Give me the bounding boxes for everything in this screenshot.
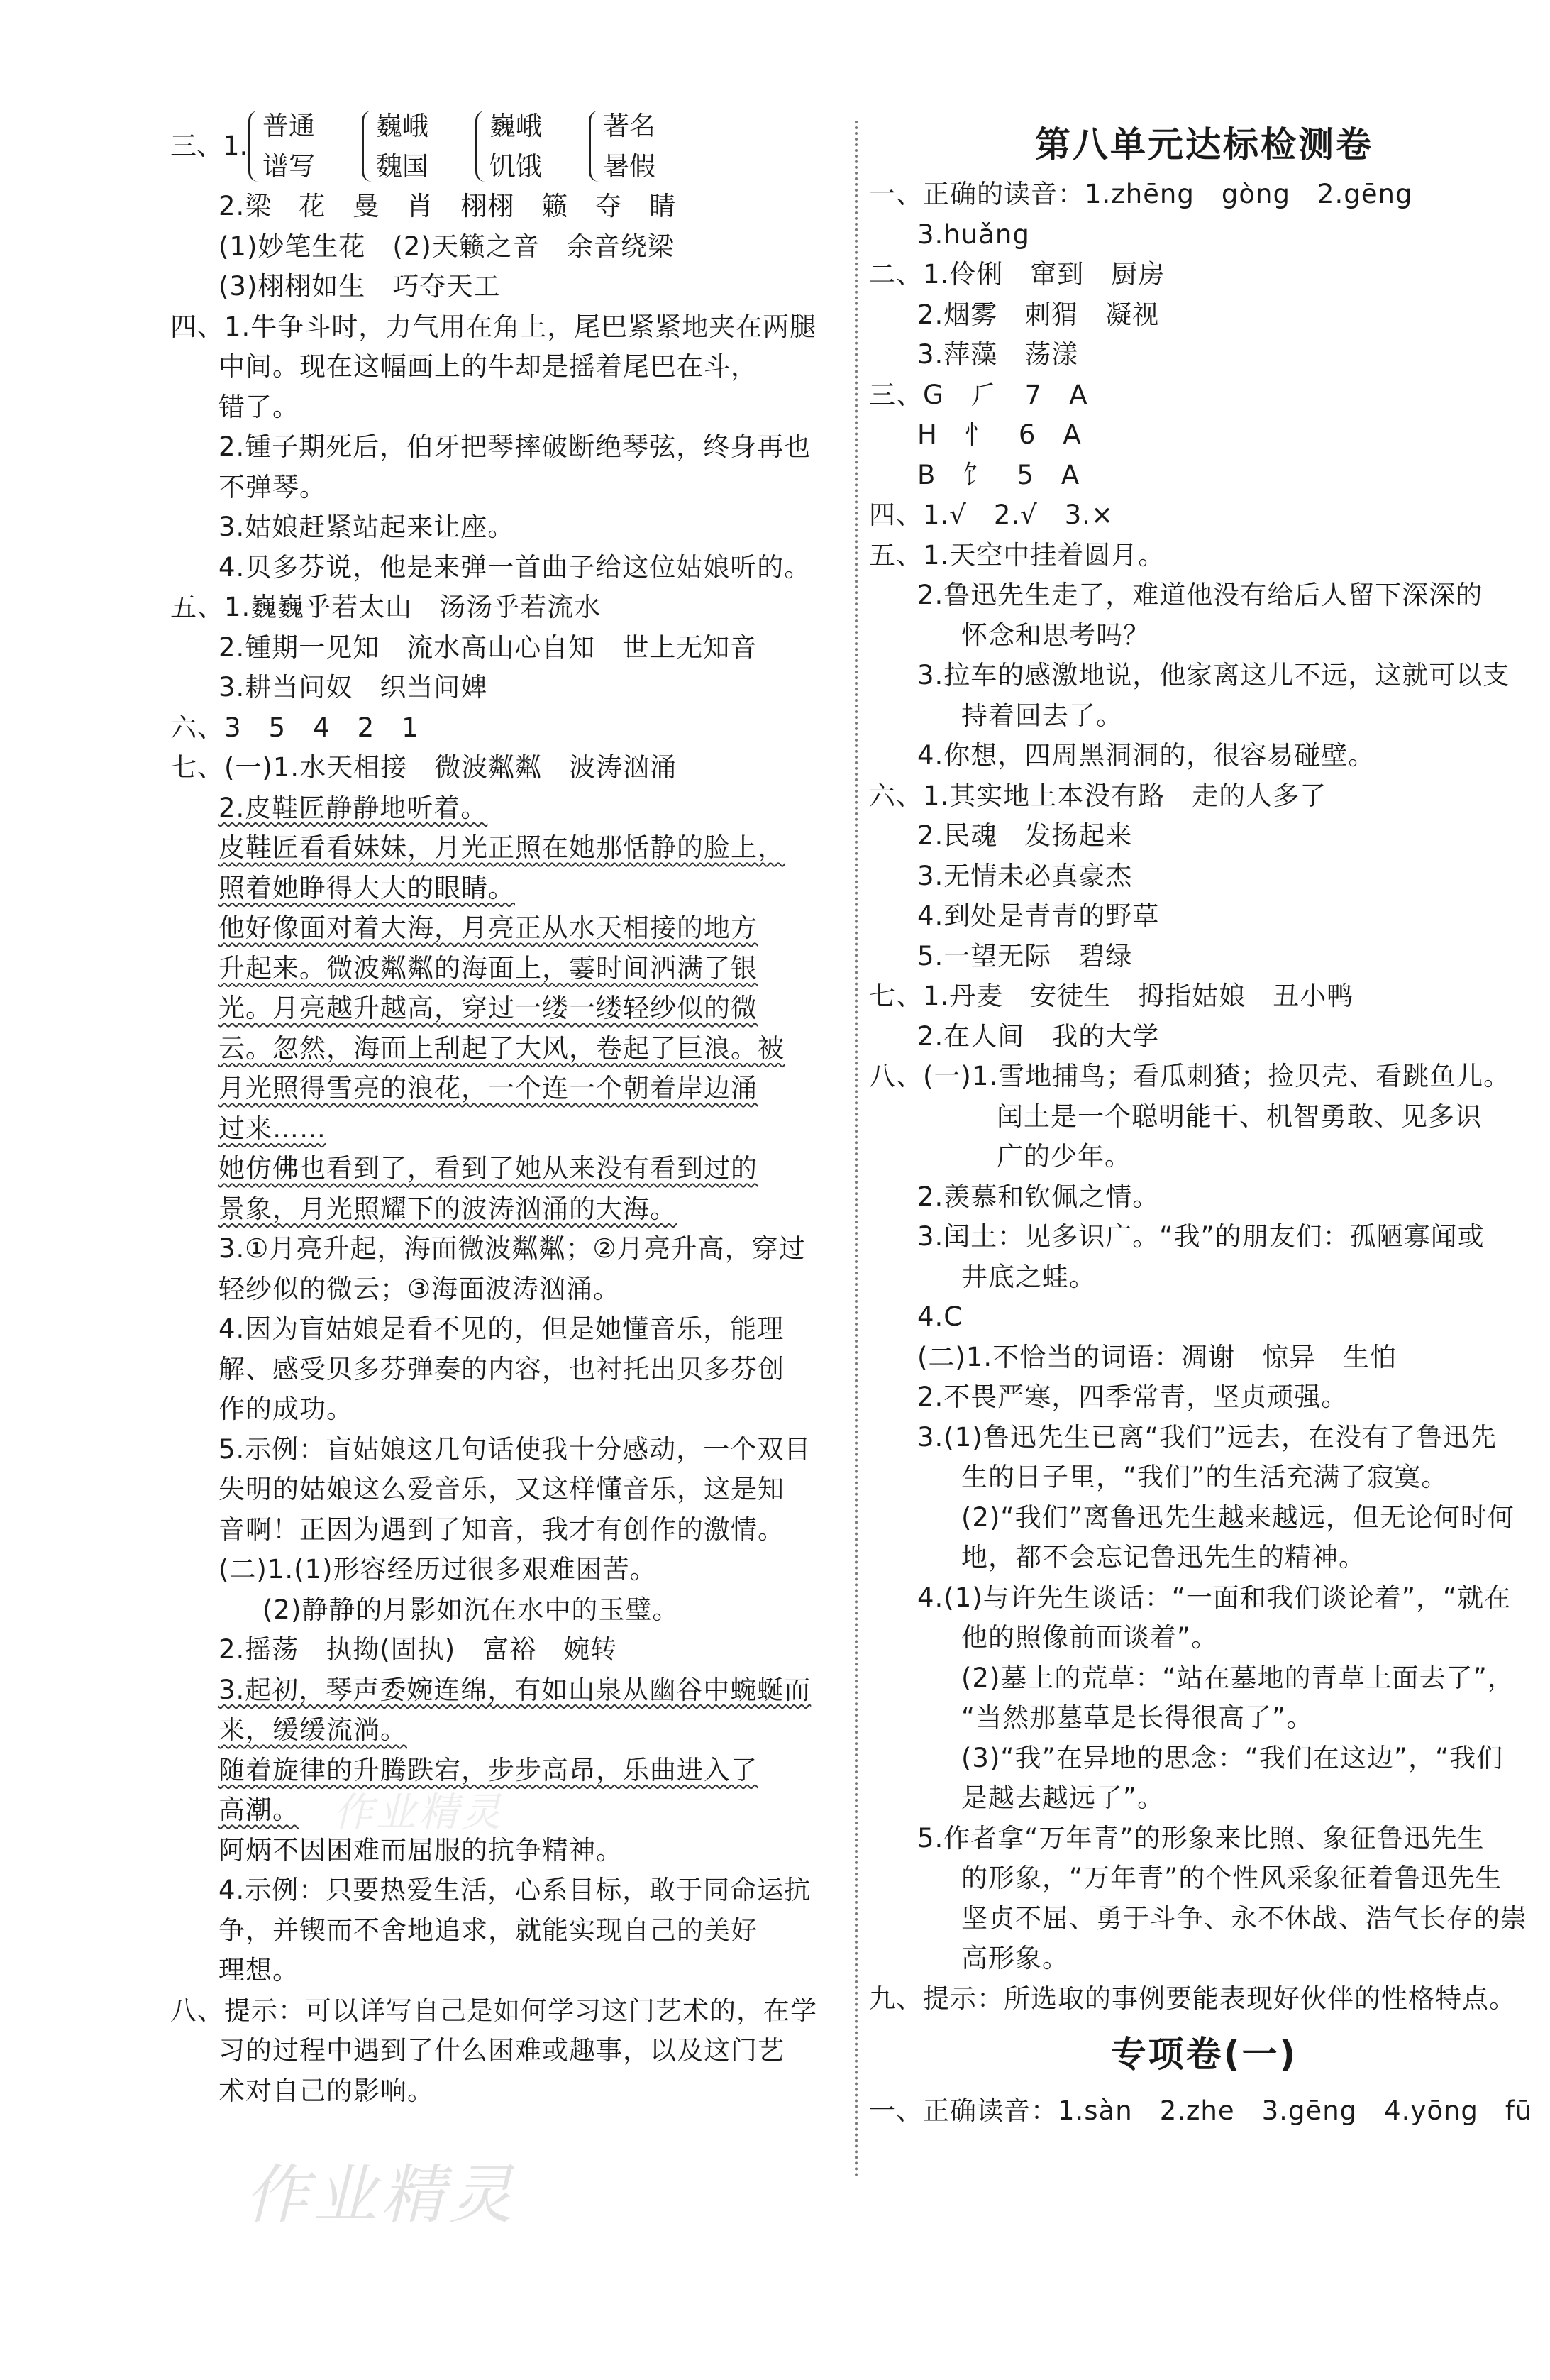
answer-line: (3)“我”在异地的思念：“我们在这边”，“我们 <box>961 1742 1504 1773</box>
answer-line: 她仿佛也看到了，看到了她从来没有看到过的 <box>218 1153 758 1184</box>
answer-line: 坚贞不屈、勇于斗争、永不休战、浩气长存的崇 <box>961 1902 1527 1934</box>
answer-line: 是越去越远了”。 <box>961 1783 1165 1813</box>
answer-line: 2.民魂 发扬起来 <box>917 820 1133 851</box>
section-title: 第八单元达标检测卷 <box>1035 124 1373 165</box>
answer-line: 六、1.其实地上本没有路 走的人多了 <box>869 780 1327 811</box>
answer-line: 4.(1)与许先生谈话：“一面和我们谈论着”，“就在 <box>917 1582 1512 1613</box>
answer-line: 2.鲁迅先生走了，难道他没有给后人留下深深的 <box>917 580 1483 610</box>
answer-line: 5.一望无际 碧绿 <box>917 940 1133 971</box>
answer-line: 来，缓缓流淌。 <box>218 1714 407 1745</box>
answer-line: 六、3 5 4 2 1 <box>170 712 419 743</box>
answer-line: 五、1.巍巍乎若太山 汤汤乎若流水 <box>170 592 602 622</box>
answer-line: 照着她睁得大大的眼睛。 <box>218 872 515 903</box>
answer-line: 生的日子里，“我们”的生活充满了寂寞。 <box>961 1462 1449 1492</box>
answer-line: 广的少年。 <box>997 1141 1131 1172</box>
answer-line: (2)墓上的荒草：“站在墓地的青草上面去了”， <box>961 1662 1515 1693</box>
watermark-logo: 作业精灵 <box>245 2158 517 2232</box>
answer-line: B 饣 5 A <box>917 459 1080 490</box>
answer-line: 四、1.牛争斗时，力气用在角上，尾巴紧紧地夹在两腿 <box>170 311 817 342</box>
answer-line: 升起来。微波粼粼的海面上，霎时间洒满了银 <box>218 952 758 984</box>
answer-line: 2.梁 花 曼 肖 栩栩 籁 夺 睛 <box>218 191 677 221</box>
word-pair: 普通 谱写 <box>262 111 315 182</box>
answer-line: 术对自己的影响。 <box>218 2075 434 2106</box>
answer-line: 五、1.天空中挂着圆月。 <box>869 539 1166 571</box>
answer-line: 随着旋律的升腾跌宕，步步高昂，乐曲进入了 <box>218 1754 758 1785</box>
answer-line: 闰土是一个聪明能干、机智勇敢、见多识 <box>997 1101 1482 1132</box>
answer-line: 过来…… <box>218 1113 326 1144</box>
answer-line: 皮鞋匠看看妹妹，月光正照在她那恬静的脸上， <box>218 832 785 863</box>
answer-line: 4.C <box>917 1301 963 1332</box>
answer-line: 一、正确读音：1.sàn 2.zhe 3.gēng 4.yōng fū <box>869 2095 1533 2126</box>
answer-line: 地，都不会忘记鲁迅先生的精神。 <box>961 1542 1366 1572</box>
watermark-logo: 作业精灵 <box>333 1790 504 1836</box>
answer-line: 的形象，“万年青”的个性风采象征着鲁迅先生 <box>961 1863 1502 1893</box>
answer-line: 光。月亮越升越高，穿过一缕一缕轻纱似的微 <box>218 993 758 1023</box>
answer-line: 3.拉车的感激地说，他家离这儿不远，这就可以支 <box>917 660 1510 690</box>
answer-line: 4.到处是青青的野草 <box>917 900 1160 931</box>
answer-line: (二)1.(1)形容经历过很多艰难困苦。 <box>218 1554 657 1585</box>
answer-line: 持着回去了。 <box>961 700 1123 731</box>
answer-line: 他的照像前面谈着”。 <box>961 1622 1219 1653</box>
answer-line: 2.不畏严寒，四季常青，坚贞顽强。 <box>917 1382 1349 1412</box>
word-pair: 巍峨 饥饿 <box>489 111 542 182</box>
answer-line: 3.huǎng <box>917 219 1030 250</box>
answer-line: 八、(一)1.雪地捕鸟；看瓜刺猹；捡贝壳、看跳鱼儿。 <box>869 1061 1511 1091</box>
answer-line: 争，并锲而不舍地追求，就能实现自己的美好 <box>218 1915 758 1946</box>
answer-line: 错了。 <box>218 391 299 422</box>
answer-line: (2)静静的月影如沉在水中的玉璧。 <box>262 1594 680 1625</box>
left-column <box>170 106 844 2111</box>
answer-line: 2.锺子期死后，伯牙把琴摔破断绝琴弦，终身再也 <box>218 431 812 462</box>
answer-line: 八、提示：可以详写自己是如何学习这门艺术的，在学 <box>170 1995 817 2026</box>
answer-line: 怀念和思考吗？ <box>961 619 1150 651</box>
answer-line: 2.烟雾 刺猬 凝视 <box>917 299 1160 330</box>
answer-line: 4.因为盲姑娘是看不见的，但是她懂音乐，能理 <box>218 1313 785 1344</box>
answer-line: 2.羡慕和钦佩之情。 <box>917 1181 1160 1212</box>
section-label: 三、1. <box>170 131 248 161</box>
column-divider <box>855 121 858 2178</box>
answer-line: (1)妙笔生花 (2)天籁之音 余音绕梁 <box>218 231 675 262</box>
answer-line: 云。忽然，海面上刮起了大风，卷起了巨浪。被 <box>218 1032 785 1064</box>
answer-line: 4.示例：只要热爱生活，心系目标，敢于同命运抗 <box>218 1875 812 1905</box>
brace-mark <box>589 111 601 182</box>
answer-line: 5.作者拿“万年青”的形象来比照、象征鲁迅先生 <box>917 1822 1485 1853</box>
answer-line: 他好像面对着大海，月亮正从水天相接的地方 <box>218 913 758 943</box>
section-3-word-pairs <box>170 106 844 187</box>
answer-line: 2.皮鞋匠静静地听着。 <box>218 792 488 823</box>
answer-line: 4.贝多芬说，他是来弹一首曲子给这位姑娘听的。 <box>218 551 812 583</box>
answer-line: 作的成功。 <box>218 1394 353 1424</box>
answer-line: 月光照得雪亮的浪花，一个连一个朝着岸边涌 <box>218 1073 758 1103</box>
answer-line: 4.你想，四周黑洞洞的，很容易碰壁。 <box>917 740 1375 771</box>
answer-line: (2)“我们”离鲁迅先生越来越远，但无论何时何 <box>961 1502 1515 1533</box>
answer-line: (二)1.不恰当的词语：凋谢 惊异 生怕 <box>917 1341 1397 1372</box>
answer-line: 音啊！正因为遇到了知音，我才有创作的激情。 <box>218 1514 785 1545</box>
answer-line: “当然那墓草是长得很高了”。 <box>961 1702 1314 1733</box>
answer-line: 阿炳不因困难而屈服的抗争精神。 <box>218 1834 623 1866</box>
answer-line: 3.(1)鲁迅先生已离“我们”远去，在没有了鲁迅先 <box>917 1421 1498 1453</box>
answer-line: 四、1.√ 2.√ 3.× <box>869 500 1114 530</box>
brace-mark <box>362 111 374 182</box>
answer-line: 解、感受贝多芬弹奏的内容，也衬托出贝多芬创 <box>218 1353 785 1384</box>
answer-line: 九、提示：所选取的事例要能表现好伙伴的性格特点。 <box>869 1983 1516 2014</box>
answer-line: 七、(一)1.水天相接 微波粼粼 波涛汹涌 <box>170 752 677 783</box>
answer-line: 失明的姑娘这么爱音乐，又这样懂音乐，这是知 <box>218 1474 785 1504</box>
section-title: 专项卷(一) <box>1110 2034 1298 2075</box>
answer-line: 三、G ⺁ 7 A <box>869 379 1088 410</box>
answer-line: 2.在人间 我的大学 <box>917 1020 1160 1052</box>
answer-line: 3.无情未必真豪杰 <box>917 860 1133 891</box>
answer-line: (3)栩栩如生 巧夺天工 <box>218 271 501 302</box>
answer-line: 井底之蛙。 <box>961 1261 1096 1292</box>
answer-line: 景象，月光照耀下的波涛汹涌的大海。 <box>218 1193 677 1224</box>
answer-line: 七、1.丹麦 安徒生 拇指姑娘 丑小鸭 <box>869 981 1354 1011</box>
answer-line: 3.①月亮升起，海面微波粼粼；②月亮升高，穿过 <box>218 1233 806 1264</box>
answer-line: 二、1.伶俐 窜到 厨房 <box>869 259 1166 290</box>
brace-mark <box>475 111 487 182</box>
answer-line: 3.闰土：见多识广。“我”的朋友们：孤陋寡闻或 <box>917 1221 1485 1252</box>
right-column <box>869 106 1539 2132</box>
answer-line: 3.耕当问奴 织当问婢 <box>218 672 488 703</box>
answer-line: 5.示例：盲姑娘这几句话使我十分感动，一个双目 <box>218 1433 812 1465</box>
answer-line: 2.摇荡 执拗(固执) 富裕 婉转 <box>218 1634 618 1665</box>
answer-line: 习的过程中遇到了什么困难或趣事，以及这门艺 <box>218 2035 785 2066</box>
answer-line: 不弹琴。 <box>218 471 326 502</box>
answer-line: 3.起初，琴声委婉连绵，有如山泉从幽谷中蜿蜒而 <box>218 1674 812 1705</box>
answer-line: 3.萍藻 荡漾 <box>917 339 1079 370</box>
answer-line: H 忄 6 A <box>917 419 1082 450</box>
word-pair: 著名 暑假 <box>603 111 655 182</box>
answer-line: 轻纱似的微云；③海面波涛汹涌。 <box>218 1273 621 1304</box>
answer-line: 高形象。 <box>961 1943 1069 1973</box>
brace-mark <box>248 111 260 182</box>
word-pair: 巍峨 魏国 <box>376 111 428 182</box>
answer-line: 高潮。 <box>218 1795 299 1825</box>
answer-line: 中间。现在这幅画上的牛却是摇着尾巴在斗， <box>218 351 758 382</box>
answer-line: 2.锺期一见知 流水高山心自知 世上无知音 <box>218 632 758 663</box>
answer-line: 一、正确的读音：1.zhēng gòng 2.gēng <box>869 179 1413 209</box>
answer-line: 理想。 <box>218 1955 299 1985</box>
answer-line: 3.姑娘赶紧站起来让座。 <box>218 512 515 542</box>
